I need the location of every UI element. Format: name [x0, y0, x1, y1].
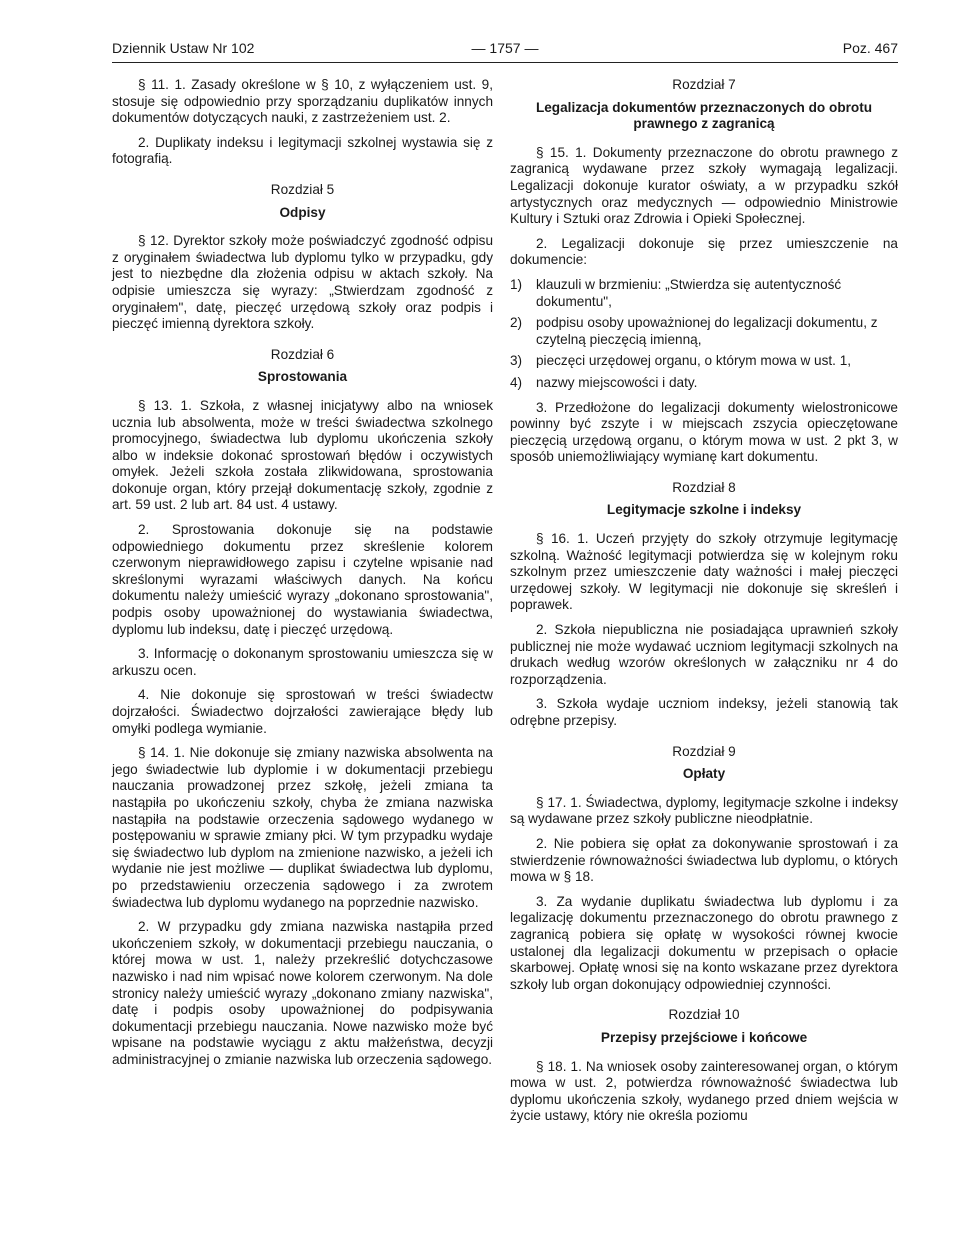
list-item-text: pieczęci urzędowej organu, o którym mowa w ust. 1,: [536, 353, 852, 369]
list-item: [510, 375, 898, 392]
chapter-5-title: Odpisy: [279, 204, 326, 220]
list-item-number: 4): [510, 374, 523, 390]
chapter-8-label: Rozdział 8: [672, 479, 736, 495]
paragraph-11-1: § 11. 1. Zasady określone w § 10, z wyłączeniem ust. 9, stosuje się odpowiednio przy sporządzaniu duplikatów innych dokumentów dotyczących nauki, z zastrzeżeniem ust. 2.: [112, 77, 493, 126]
right-column: [510, 77, 898, 1133]
paragraph-12: § 12. Dyrektor szkoły może poświadczyć zgodność odpisu z oryginałem świadectwa lub dyplomu tylko w przypadku, gdy jest to niezbędne dla złożenia odpisu w aktach szkoły. Na odpisie umieszcza się wyrazy: „Stwierdzam zgodność z oryginałem", datę, pieczęć urzędową szkoły oraz podpis i pieczęć imienną dyrektora szkoły.: [112, 233, 493, 332]
list-item-number: 2): [510, 315, 523, 331]
chapter-5-label: Rozdział 5: [270, 181, 335, 197]
list-item: [510, 353, 898, 370]
list-item: [510, 315, 898, 348]
chapter-10-label: Rozdział 10: [668, 1007, 740, 1023]
paragraph-13-4: 4. Nie dokonuje się sprostowań w treści świadectw dojrzałości. Świadectwo dojrzałości zawierające błędy lub omyłki podlega wymianie.: [112, 687, 493, 736]
paragraph-11-2: 2. Duplikaty indeksu i legitymacji szkolnej wystawia się z fotografią.: [112, 134, 493, 167]
paragraph-15-3: 3. Przedłożone do legalizacji dokumenty wielostronicowe powinny być zszyte i w miejscach zszycia opieczętowane pieczęcią urzędową organu, o którym mowa w ust. 2 pkt 3, w sposób uniemożliwiający wymianę kart dokumentu.: [510, 399, 898, 465]
chapter-6-title: Sprostowania: [257, 369, 348, 385]
chapter-10-title: Przepisy przejściowe i końcowe: [600, 1029, 808, 1045]
journal-title: Dziennik Ustaw Nr 102: [112, 40, 255, 56]
left-column: [112, 77, 493, 1076]
paragraph-14-1: § 14. 1. Nie dokonuje się zmiany nazwiska absolwenta na jego świadectwie lub dyplomie i w dokumentacji przebiegu nauczania prowadzonej przez szkołę, jeżeli zmiana ta nastąpiła po ukończeniu szkoły, chyba że zmiana nazwiska nastąpiła na podstawie orzeczenia sądowego wydanego w postępowaniu w sprawie zmiany płci. W tym przypadku wydaje się świadectwo lub dyplom na zmienione nazwisko, a jeżeli ich wydanie nie jest możliwe — duplikat świadectwa lub dyplomu, po przedstawieniu orzeczenia sądowego i za zwrotem świadectwa lub dyplomu wydanego na poprzednie nazwisko.: [112, 745, 493, 910]
paragraph-15-1: § 15. 1. Dokumenty przeznaczone do obrotu prawnego z zagranicą wydawane przez szkoły wymagają legalizacji. Legalizacji dokonuje kurator oświaty, a w przypadku szkół artystycznych oraz medycznych — odpowiednio Ministrowie Kultury i Sztuki oraz Zdrowia i Opieki Społecznej.: [510, 144, 898, 227]
chapter-7-title: Legalizacja dokumentów przeznaczonych do obrotu prawnego z zagranicą: [535, 99, 873, 132]
position-number: Poz. 467: [842, 40, 898, 56]
paragraph-13-1: § 13. 1. Szkoła, z własnej inicjatywy albo na wniosek ucznia lub absolwenta, może w treści świadectwa szkolnego promocyjnego, świadectwa lub dyplomu ukończenia szkoły albo w indeksie dokonać sprostowań błędów i oczywistych omyłek. Jeżeli szkoła została zlikwidowana, sprostowania dokonuje organ, który przejął dokumentację szkoły, zgodnie z art. 59 ust. 2 lub art. 84 ust. 4 ustawy.: [112, 397, 493, 513]
page-header: [112, 40, 898, 60]
page-number: — 1757 —: [471, 40, 539, 56]
chapter-7-label: Rozdział 7: [672, 77, 736, 92]
list-item-text: nazwy miejscowości i daty.: [536, 374, 698, 390]
chapter-9-label: Rozdział 9: [672, 743, 736, 759]
list-item-number: 3): [510, 353, 523, 369]
list-item-text: podpisu osoby upoważnionej do legalizacji dokumentu, z czytelną pieczęcią imienną,: [536, 315, 878, 347]
header-rule: [112, 62, 898, 63]
paragraph-14-2: 2. W przypadku gdy zmiana nazwiska nastąpiła przed ukończeniem szkoły, w dokumentacji przebiegu nauczania, o której mowa w ust. 1, należy przekreślić dotychczasowe nazwisko i nad nim wpisać nowe kolorem czerwonym. Na dole stronicy należy umieścić wyrazy „dokonano zmiany nazwiska", datę i podpis osoby upoważnionej do podpisywania dokumentacji przebiegu nauczania. Nowe nazwisko może być wpisane na podstawie wyciągu z aktu małżeństwa, decyzji administracyjnej o zmianie nazwiska lub orzeczenia sądowego.: [112, 919, 493, 1067]
list-item-text: klauzuli w brzmieniu: „Stwierdza się autentyczność dokumentu",: [536, 276, 842, 309]
paragraph-16-3: 3. Szkoła wydaje uczniom indeksy, jeżeli stanowią tak odrębne przepisy.: [510, 696, 898, 728]
paragraph-15-2: 2. Legalizacji dokonuje się przez umieszczenie na dokumencie:: [510, 235, 898, 268]
paragraph-17-1: § 17. 1. Świadectwa, dyplomy, legitymacje szkolne i indeksy są wydawane przez szkoły publiczne nieodpłatnie.: [510, 794, 898, 827]
paragraph-18-1: § 18. 1. Na wniosek osoby zainteresowanej organ, o którym mowa w ust. 2, potwierdza równoważność świadectwa lub dyplomu ukończenia szkoły, wydanego przed dniem wejścia w życie ustawy, który nie określa poziomu: [510, 1058, 898, 1124]
list-item-number: 1): [510, 276, 523, 292]
paragraph-13-2: 2. Sprostowania dokonuje się na podstawie odpowiedniego dokumentu przez skreślenie kolorem czerwonym nieprawidłowego zapisu i czytelne wpisanie nad skreślonymi wyrazami właściwych danych. Na końcu dokumentu należy umieścić wyrazy „dokonano sprostowania", podpis osoby upoważnionej do wystawiania świadectwa, dyplomu lub indeksu, datę i pieczęć urzędową.: [112, 522, 493, 637]
paragraph-17-2: 2. Nie pobiera się opłat za dokonywanie sprostowań i za stwierdzenie równoważności świadectwa lub dyplomu, o których mowa w § 18.: [510, 835, 898, 885]
chapter-6-label: Rozdział 6: [270, 346, 335, 362]
paragraph-13-3: 3. Informację o dokonanym sprostowaniu umieszcza się w arkuszu ocen.: [112, 646, 493, 678]
chapter-8-title: Legitymacje szkolne i indeksy: [606, 502, 802, 518]
paragraph-17-3: 3. Za wydanie duplikatu świadectwa lub dyplomu i za legalizację dokumentu przeznaczonego do obrotu prawnego z zagranicą pobiera się opłatę w wysokości równej kwocie ustalonej dla legalizacji dokumentu w przepisach o opłacie skarbowej. Opłatę wnosi się na konto wskazane przez dyrektora szkoły lub organ dokonujący odpowiedniej czynności.: [510, 893, 898, 992]
paragraph-16-2: 2. Szkoła niepubliczna nie posiadająca uprawnień szkoły publicznej nie może wydawać uczniom legitymacji szkolnych na drukach według wzorów określonych w załączniku nr 4 do rozporządzenia.: [510, 622, 898, 687]
legalization-list: [510, 277, 898, 392]
list-item: [510, 277, 898, 310]
paragraph-16-1: § 16. 1. Uczeń przyjęty do szkoły otrzymuje legitymację szkolną. Ważność legitymacji potwierdza się w kolejnym roku szkolnym przez umieszczenie daty ważności i małej pieczęci urzędowej szkoły. W legitymacji nie dokonuje się skreśleń i poprawek.: [510, 531, 898, 613]
chapter-9-title: Opłaty: [682, 766, 726, 782]
